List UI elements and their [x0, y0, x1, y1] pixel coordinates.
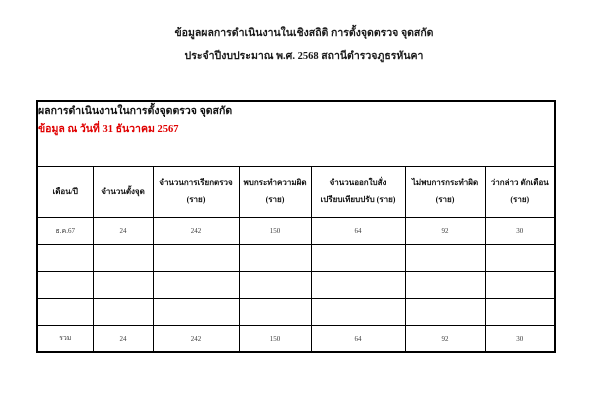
cell-warnings	[485, 245, 555, 272]
cell-no-offense: 92	[405, 326, 485, 353]
table-band-title: ผลการดำเนินงานในการตั้งจุดตรวจ จุดสกัด	[38, 106, 233, 117]
column-header-warnings	[485, 167, 555, 218]
cell-checkpoints: 24	[93, 218, 153, 245]
cell-tickets-issued	[311, 245, 405, 272]
cell-warnings: 30	[485, 218, 555, 245]
column-header-unit: (ราย)	[186, 195, 206, 204]
cell-checkpoints	[93, 245, 153, 272]
column-header-text: ไม่พบการกระทำผิด	[411, 178, 479, 188]
column-header-unit: (ราย)	[265, 195, 285, 204]
table-band-date: ข้อมูล ณ วันที่ 31 ธันวาคม 2567	[38, 123, 179, 135]
table-band-row	[37, 101, 555, 167]
cell-offense-found: 150	[239, 218, 311, 245]
column-header-month	[37, 167, 93, 218]
cell-checkpoints	[93, 272, 153, 299]
cell-inspections	[153, 245, 239, 272]
column-header-checkpoints	[93, 167, 153, 218]
column-header-unit: (ราย)	[510, 195, 530, 204]
table-row-empty	[37, 245, 555, 272]
cell-month: ธ.ค.67	[37, 218, 93, 245]
cell-month	[37, 272, 93, 299]
table-row-total	[37, 326, 555, 353]
cell-offense-found	[239, 272, 311, 299]
column-header-text: จำนวนการเรียกตรวจ	[159, 178, 233, 188]
column-header-text: จำนวนตั้งจุด	[101, 186, 145, 196]
table-row-empty	[37, 299, 555, 326]
cell-inspections	[153, 299, 239, 326]
cell-month	[37, 245, 93, 272]
column-header-text: เดือน/ปี	[52, 186, 78, 196]
cell-offense-found	[239, 299, 311, 326]
cell-no-offense: 92	[405, 218, 485, 245]
column-header-unit: เปรียบเทียบปรับ (ราย)	[320, 195, 396, 204]
cell-month	[37, 299, 93, 326]
cell-inspections	[153, 272, 239, 299]
cell-inspections: 242	[153, 218, 239, 245]
cell-tickets-issued: 64	[311, 326, 405, 353]
table-header-row	[37, 167, 555, 218]
cell-no-offense	[405, 245, 485, 272]
table-band	[37, 101, 555, 167]
column-header-text: พบกระทำความผิด	[243, 178, 307, 188]
column-header-no-offense	[405, 167, 485, 218]
column-header-unit: (ราย)	[435, 195, 455, 204]
cell-warnings: 30	[485, 326, 555, 353]
cell-warnings	[485, 299, 555, 326]
column-header-text: จำนวนออกใบสั่ง	[329, 178, 387, 188]
cell-total-label: รวม	[37, 326, 93, 353]
column-header-offense-found	[239, 167, 311, 218]
table-row-dec67	[37, 218, 555, 245]
results-table	[36, 100, 556, 353]
cell-offense-found	[239, 245, 311, 272]
page-title-line1: ข้อมูลผลการดำเนินงานในเชิงสถิติ การตั้งจุดตรวจ จุดสกัด	[174, 28, 434, 39]
column-header-text: ว่ากล่าว ตักเตือน	[490, 178, 549, 188]
document-header	[0, 28, 608, 73]
cell-tickets-issued: 64	[311, 218, 405, 245]
cell-tickets-issued	[311, 272, 405, 299]
column-header-inspections	[153, 167, 239, 218]
cell-tickets-issued	[311, 299, 405, 326]
cell-no-offense	[405, 272, 485, 299]
cell-checkpoints: 24	[93, 326, 153, 353]
cell-checkpoints	[93, 299, 153, 326]
page-title-line2: ประจำปีงบประมาณ พ.ศ. 2568 สถานีตำรวจภูธรหันคา	[184, 50, 424, 62]
cell-inspections: 242	[153, 326, 239, 353]
cell-offense-found: 150	[239, 326, 311, 353]
column-header-tickets-issued	[311, 167, 405, 218]
cell-no-offense	[405, 299, 485, 326]
table-row-empty	[37, 272, 555, 299]
cell-warnings	[485, 272, 555, 299]
